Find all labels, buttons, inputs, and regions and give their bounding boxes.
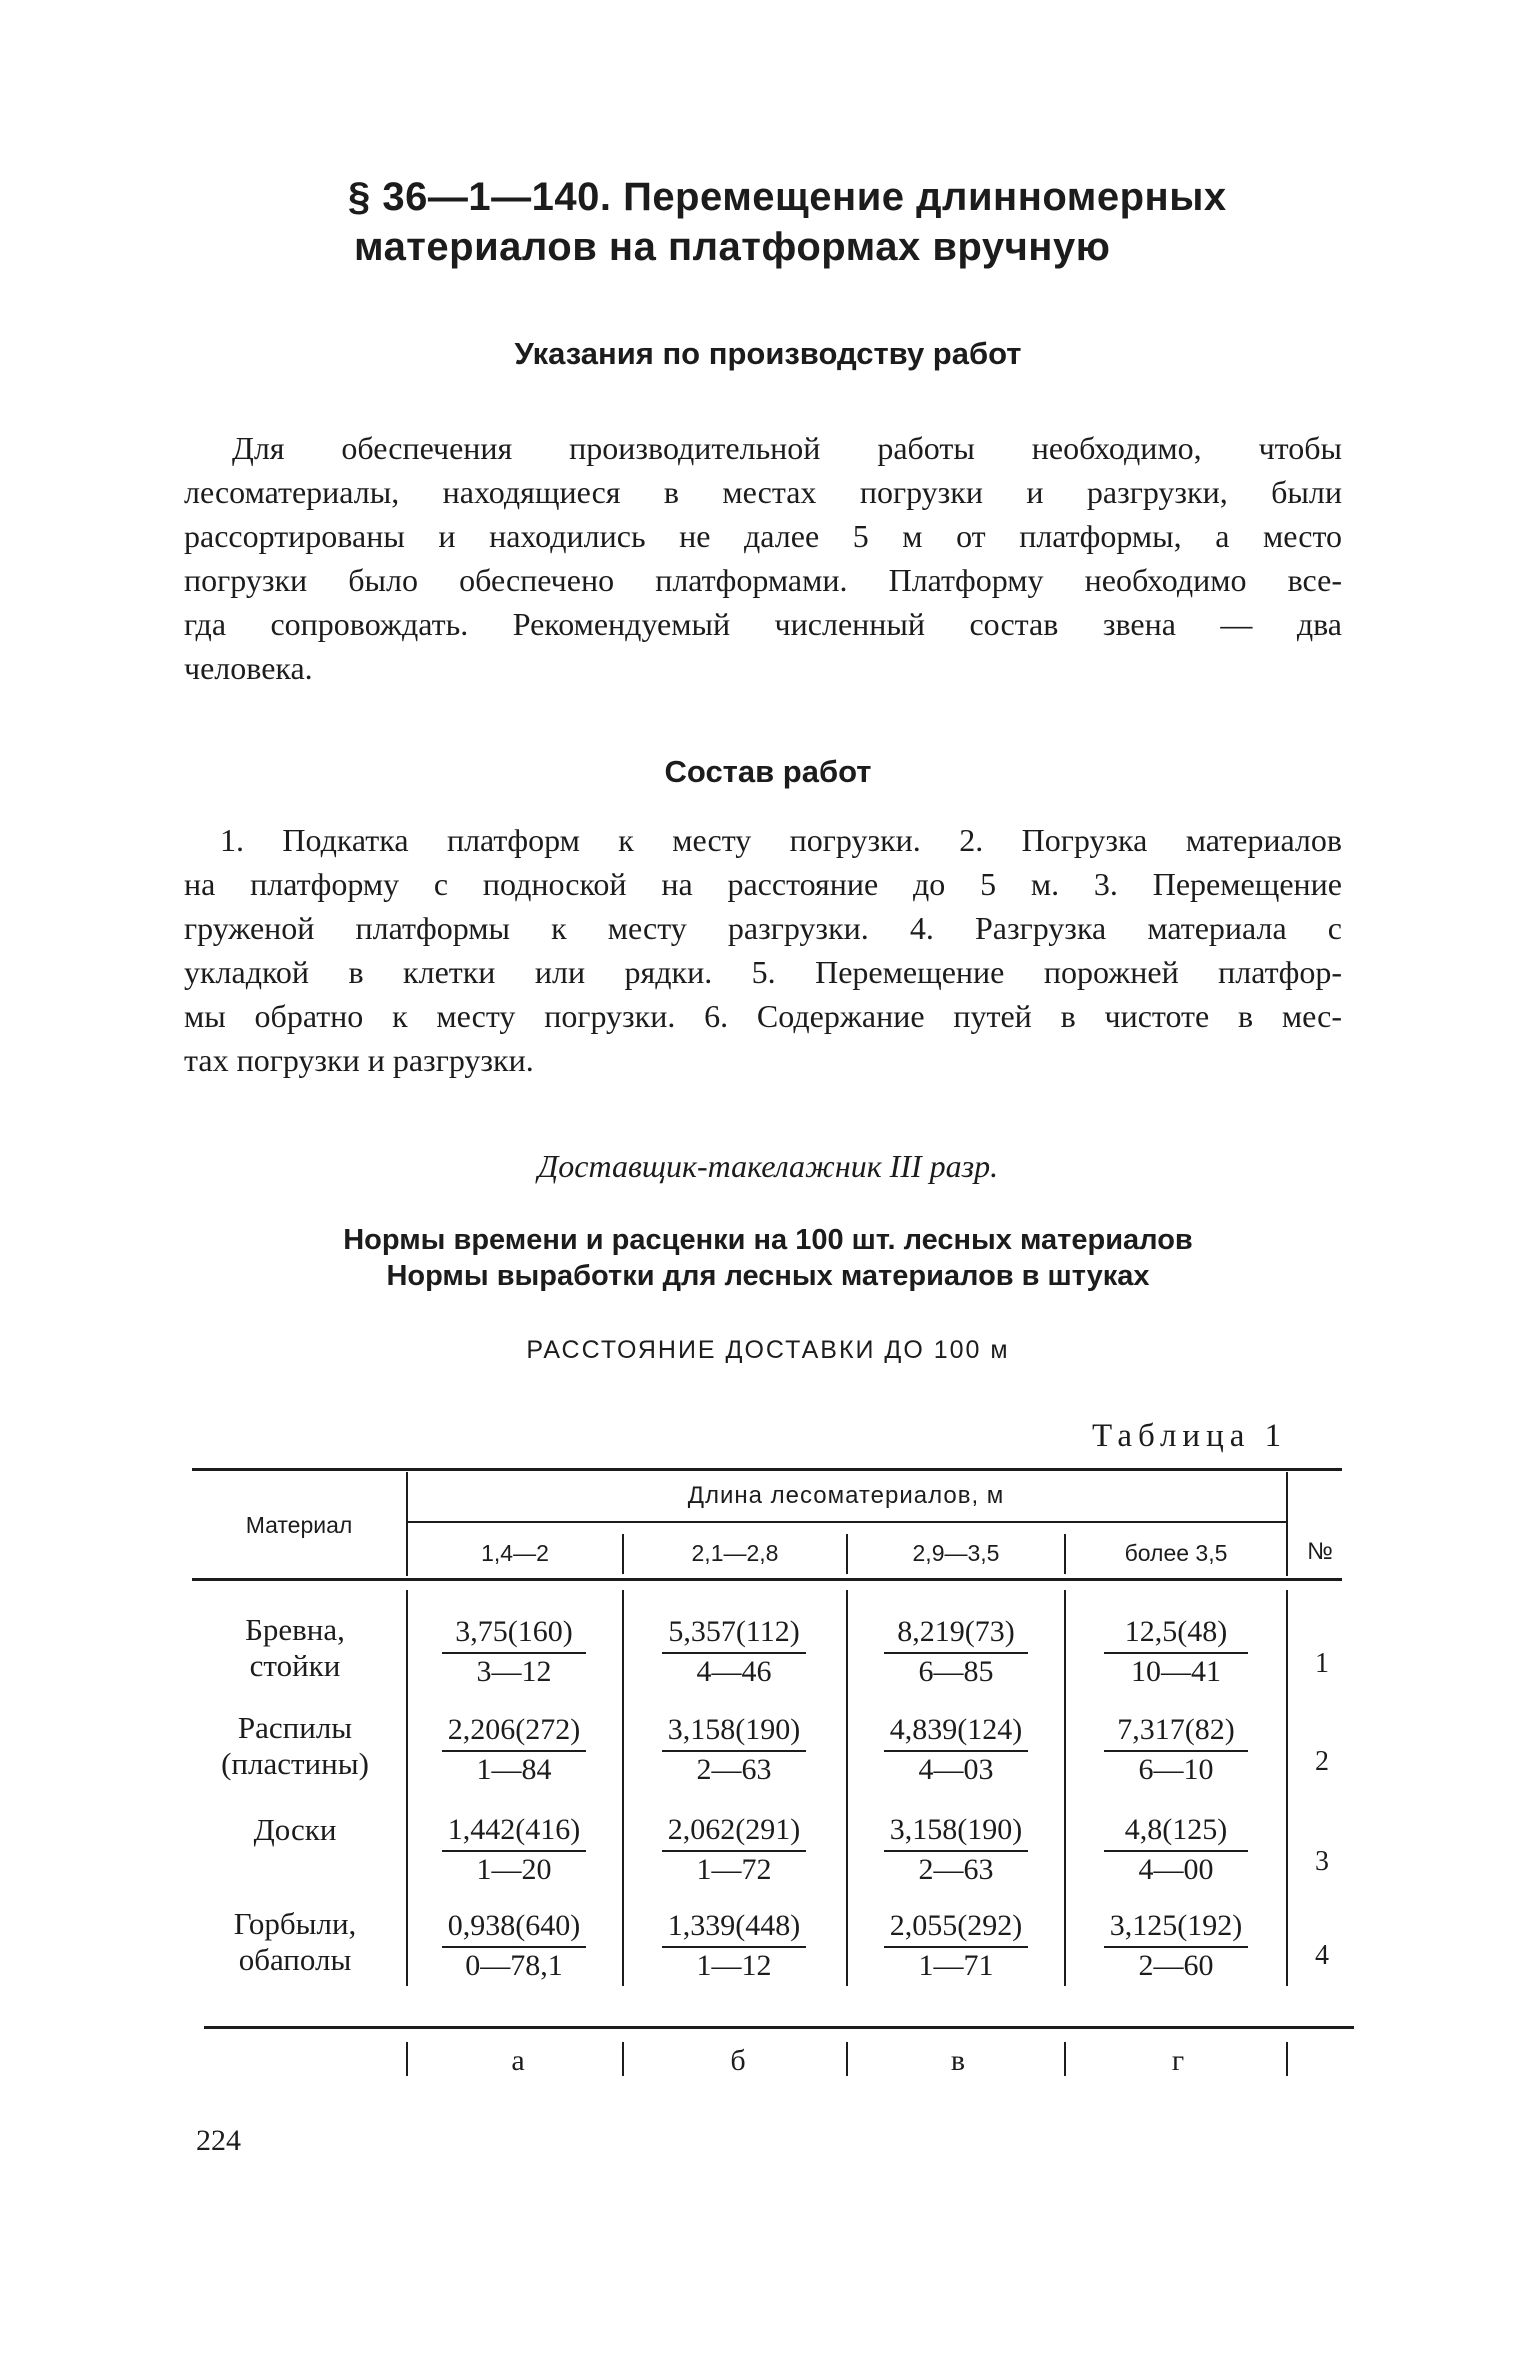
paragraph-line: на платформу с подноской на расстояние до 5 м. 3. Перемещение (184, 866, 1342, 902)
table-header-rule (192, 1578, 1342, 1581)
worker-category: Доставщик-такелажник III разр. (537, 1148, 999, 1184)
cell-time-rate: 2,055(292) (889, 1909, 1023, 1942)
row-material (192, 1710, 398, 1782)
cell-price: 1—12 (662, 1946, 806, 1984)
cell-time-rate: 7,317(82) (1117, 1713, 1235, 1746)
table-cell (654, 1712, 814, 1788)
table-col-rule (406, 2042, 408, 2076)
column-letter: а (511, 2044, 525, 2077)
table-cell (1096, 1908, 1256, 1984)
cell-time-rate: 1,339(448) (667, 1909, 801, 1942)
paragraph-line: тах погрузки и разгрузки. (184, 1042, 534, 1078)
row-material-line: Распилы (237, 1710, 353, 1745)
cell-time-rate: 3,158(190) (889, 1813, 1023, 1846)
cell-price: 10—41 (1104, 1652, 1248, 1690)
cell-price: 1—84 (442, 1750, 586, 1788)
table-bottom-rule (204, 2026, 1354, 2029)
row-material-line: стойки (249, 1648, 341, 1683)
cell-price: 1—20 (442, 1850, 586, 1888)
paragraph-line: Для обеспечения производительной работы необходимо, чтобы (232, 430, 1342, 466)
table-cell (876, 1812, 1036, 1888)
table-cell (434, 1614, 594, 1690)
table-cell (434, 1812, 594, 1888)
table-cell (434, 1712, 594, 1788)
table-col-rule (622, 1590, 624, 1986)
cell-time-rate: 0,938(640) (447, 1909, 581, 1942)
cell-time-rate: 1,442(416) (447, 1813, 581, 1846)
cell-price: 1—72 (662, 1850, 806, 1888)
row-material-line: Доски (253, 1812, 337, 1847)
table-col-rule (622, 2042, 624, 2076)
column-letter: в (950, 2044, 966, 2077)
table-label: Таблица 1 (1092, 1418, 1288, 1454)
table-cell (654, 1908, 814, 1984)
work-composition-title: Состав работ (664, 754, 872, 789)
work-composition-paragraph (184, 818, 1342, 1082)
cell-price: 2—63 (884, 1850, 1028, 1888)
norms-title-line-1: Нормы времени и расценки на 100 шт. лесных материалов (343, 1224, 1193, 1256)
norms-title (0, 1222, 1536, 1294)
table-col-rule (1286, 1590, 1288, 1986)
table-col-rule (1064, 2042, 1066, 2076)
cell-time-rate: 3,125(192) (1109, 1909, 1243, 1942)
paragraph-line: рассортированы и находились не далее 5 м от платформы, а место (184, 518, 1342, 554)
paragraph-line: груженой платформы к месту разгрузки. 4. Разгрузка материала с (184, 910, 1342, 946)
paragraph-line: лесоматериалы, находящиеся в местах погрузки и разгрузки, были (184, 474, 1342, 510)
table-cell (434, 1908, 594, 1984)
table-top-rule (192, 1468, 1342, 1471)
table-col-rule (846, 2042, 848, 2076)
page-number: 224 (196, 2124, 241, 2157)
cell-time-rate: 3,158(190) (667, 1713, 801, 1746)
table-header-col-4: более 3,5 (1124, 1540, 1228, 1566)
paragraph-line: человека. (184, 650, 313, 686)
table-cell (876, 1614, 1036, 1690)
paragraph-line: погрузки было обеспечено платформами. Платформу необходимо все- (184, 562, 1342, 598)
table-cell (1096, 1812, 1256, 1888)
cell-time-rate: 2,062(291) (667, 1813, 801, 1846)
table-col-rule (1286, 2042, 1288, 2076)
row-material-line: обаполы (238, 1942, 352, 1977)
table-col-rule (846, 1590, 848, 1986)
cell-price: 4—00 (1104, 1850, 1248, 1888)
table-header-number: № (1307, 1538, 1333, 1565)
instructions-paragraph (184, 426, 1342, 690)
cell-time-rate: 12,5(48) (1124, 1615, 1228, 1648)
row-number: 3 (1315, 1846, 1329, 1877)
cell-time-rate: 4,839(124) (889, 1713, 1023, 1746)
paragraph-line: 1. Подкатка платформ к месту погрузки. 2. Погрузка материалов (220, 822, 1342, 858)
row-material-line: (пластины) (221, 1746, 369, 1781)
norms-title-line-2: Нормы выработки для лесных материалов в штуках (386, 1260, 1150, 1292)
cell-time-rate: 8,219(73) (897, 1615, 1015, 1648)
table-cell (876, 1712, 1036, 1788)
table-cell (654, 1614, 814, 1690)
section-heading (348, 172, 1227, 272)
table-header-col-1: 1,4—2 (481, 1540, 549, 1566)
cell-price: 6—85 (884, 1652, 1028, 1690)
cell-time-rate: 5,357(112) (668, 1615, 800, 1648)
section-heading-line-2: материалов на платформах вручную (354, 225, 1111, 269)
distance-caption: РАССТОЯНИЕ ДОСТАВКИ ДО 100 м (526, 1336, 1010, 1364)
paragraph-line: гда сопровождать. Рекомендуемый численный состав звена — два (184, 606, 1342, 642)
table-subheader-rule (406, 1521, 1286, 1523)
cell-price: 2—63 (662, 1750, 806, 1788)
table-cell (1096, 1712, 1256, 1788)
cell-price: 3—12 (442, 1652, 586, 1690)
cell-price: 1—71 (884, 1946, 1028, 1984)
table-col-rule (1286, 1472, 1288, 1576)
cell-time-rate: 2,206(272) (447, 1713, 581, 1746)
paragraph-line: укладкой в клетки или рядки. 5. Перемещение порожней платфор- (184, 954, 1342, 990)
row-material (192, 1812, 398, 1848)
table-cell (1096, 1614, 1256, 1690)
row-number: 4 (1315, 1940, 1329, 1971)
row-material-line: Бревна, (245, 1612, 345, 1647)
table-header-length: Длина лесоматериалов, м (687, 1482, 1005, 1509)
row-number: 1 (1315, 1648, 1329, 1679)
cell-time-rate: 4,8(125) (1124, 1813, 1228, 1846)
section-heading-line-1: § 36—1—140. Перемещение длинномерных (348, 175, 1227, 219)
row-material (192, 1906, 398, 1978)
cell-price: 0—78,1 (442, 1946, 586, 1984)
table-header-col-2: 2,1—2,8 (691, 1540, 779, 1566)
instructions-title: Указания по производству работ (514, 336, 1022, 371)
column-letter: г (1171, 2044, 1185, 2077)
table-col-rule (1064, 1590, 1066, 1986)
column-letter: б (730, 2044, 746, 2077)
cell-price: 4—46 (662, 1652, 806, 1690)
table-cell (876, 1908, 1036, 1984)
paragraph-line: мы обратно к месту погрузки. 6. Содержание путей в чистоте в мес- (184, 998, 1342, 1034)
cell-price: 6—10 (1104, 1750, 1248, 1788)
table-header-col-3: 2,9—3,5 (912, 1540, 1000, 1566)
cell-time-rate: 3,75(160) (455, 1615, 573, 1648)
row-material-line: Горбыли, (233, 1906, 357, 1941)
table-col-rule (406, 1590, 408, 1986)
cell-price: 4—03 (884, 1750, 1028, 1788)
table-cell (654, 1812, 814, 1888)
table-header-material: Материал (245, 1512, 353, 1538)
row-material (192, 1612, 398, 1684)
row-number: 2 (1315, 1746, 1329, 1777)
cell-price: 2—60 (1104, 1946, 1248, 1984)
